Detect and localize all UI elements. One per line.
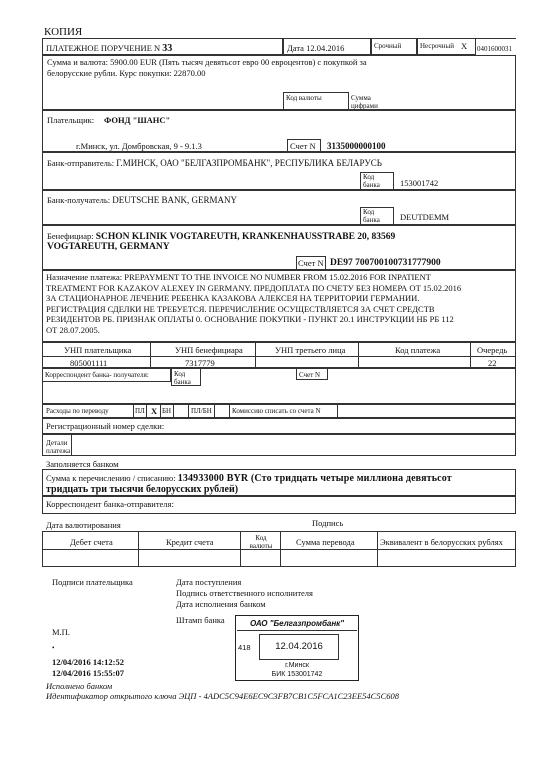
payer-account-label: Счет N — [290, 141, 316, 151]
corr-account-label: Счет N — [299, 371, 321, 379]
expenses-opt1: ПЛ — [135, 407, 145, 415]
sender-bank-label: Банк-отправитель: Г.МИНСК, ОАО "БЕЛГАЗПРОМБАНК", РЕСПУБЛИКА БЕЛАРУСЬ — [47, 158, 382, 168]
bank-amount-line2: тридцать три тысячи белорусских рублей) — [46, 484, 239, 495]
receiver-bank-label: Банк-получатель: DEUTSCHE BANK, GERMANY — [47, 195, 238, 205]
payer-unp: 805001111 — [70, 358, 108, 368]
beneficiary-line2: VOGTAREUTH, GERMANY — [47, 242, 170, 252]
bank-amount-line1: Сумма к перечислению / списанию: 134933000 BYR (Сто тридцать четыре миллиона девятьсот — [46, 473, 452, 484]
stamp-bank-name: ОАО "Белгазпромбанк" — [249, 619, 345, 628]
sender-bank-code-label: Код банка — [363, 173, 380, 189]
payer-signatures-label: Подписи плательщика — [52, 577, 133, 587]
mp-label: М.П. — [52, 627, 70, 637]
queue-value: 22 — [488, 358, 497, 368]
payer-unp-label: УНП плательщика — [64, 345, 132, 355]
dot-mark: • — [52, 644, 55, 652]
stamp-city: г.Минск — [285, 662, 309, 669]
sender-corr-label: Корреспондент банка-отправителя: — [46, 499, 174, 509]
executor-signature-label: Подпись ответственного исполнителя — [176, 588, 313, 598]
executed-by-bank: Исполнено банком — [46, 681, 113, 691]
currency-code-label: Код валюты — [286, 94, 322, 102]
form-code: 0401600031 — [477, 45, 512, 53]
details-label: Детали платежа — [46, 439, 71, 455]
col-amount: Сумма перевода — [296, 537, 355, 547]
stamp-label: Штамп банка — [176, 615, 225, 625]
copy-label: КОПИЯ — [44, 26, 83, 38]
payer-address: г.Минск, ул. Домбровская, 9 - 9.1.3 — [76, 141, 202, 151]
urgent-label: Срочный — [374, 42, 402, 50]
value-date-label: Дата валютирования — [46, 520, 121, 530]
doc-title: ПЛАТЕЖНОЕ ПОРУЧЕНИЕ N 33 — [46, 43, 173, 54]
amount-line1: Сумма и валюта: 5900.00 EUR (Пять тысяч девятьсот евро 00 евроцентов) с покупкой за — [47, 57, 367, 67]
signature-label: Подпись — [312, 518, 344, 528]
date-field: Дата 12.04.2016 — [287, 43, 345, 53]
payer-name: ФОНД "ШАНС" — [104, 115, 171, 125]
benef-unp-label: УНП бенефициара — [175, 345, 243, 355]
payer-account: 3135000000100 — [327, 141, 386, 151]
stamp-date: 12.04.2016 — [275, 641, 323, 652]
deal-reg-label: Регистрационный номер сделки: — [46, 421, 165, 431]
payer-label: Плательщик: — [47, 115, 95, 125]
stamp-bic: БИК 153001742 — [271, 671, 323, 678]
receiver-bank-code: DEUTDEMM — [400, 212, 450, 222]
nonurgent-label: Несрочный — [420, 42, 454, 50]
executed-date-label: Дата исполнения банком — [176, 599, 266, 609]
amount-line2: белорусские рубли. Курс покупки: 22870.00 — [47, 68, 206, 78]
benef-unp: 7317779 — [185, 358, 215, 368]
sum-digits-label: Сумма цифрами — [351, 94, 378, 110]
col-currency-code: Код валюты — [249, 534, 273, 550]
expenses-label: Расходы по переводу — [46, 407, 109, 415]
timestamp-1: 12/04/2016 14:12:52 — [52, 657, 125, 667]
sender-bank-code: 153001742 — [400, 178, 439, 188]
payment-code-label: Код платежа — [395, 345, 441, 355]
corr-code-label: Код банка — [174, 370, 191, 386]
col-equivalent: Эквивалент в белорусских рублях — [380, 537, 503, 547]
details-box — [42, 434, 516, 456]
beneficiary-account-label: Счет N — [298, 258, 324, 268]
timestamp-2: 12/04/2016 15:55:07 — [52, 668, 125, 678]
expenses-opt3: ПЛ/БН — [191, 407, 212, 415]
correspondent-label: Корреспондент банка- получателя: — [45, 371, 149, 379]
purpose-text: Назначение платежа: PREPAYMENT TO THE INVOICE NO NUMBER FROM 15.02.2016 FOR INPATIENT TREATMENT FOR KAZAKOV ALEXEY IN GERMANY. ПРЕДОПЛАТА ПО СЧЕТУ БЕЗ НОМЕРА ОТ 15.02.2016 ЗА СТАЦИОНАРНОЕ ЛЕЧЕНИЕ РЕБЕНКА КАЗАКОВА АЛЕКСЕЯ НА ТЕРРИТОРИИ ГЕРМАНИИ. РЕГИСТРАЦИЯ СДЕЛКИ НЕ ТРЕБУЕТСЯ. ПЕРЕЧИСЛЕНИЕ ОСУЩЕСТВЛЯЕТСЯ ЗА СЧЕТ СРЕДСТВ РЕЗИДЕНТОВ РБ. ПРИЗНАК ОПЛАТЫ 0. ОСНОВАНИЕ ПОКУПКИ - ПУНКТ 20.1 ИНСТРУКЦИИ НБ РБ 112 ОТ 28.07.2005. — [46, 272, 462, 335]
commission-label: Комиссию списать со счета N — [232, 407, 321, 415]
col-credit: Кредит счета — [166, 537, 214, 547]
receiver-bank-code-label: Код банка — [363, 208, 380, 224]
third-unp-label: УНП третьего лица — [275, 345, 346, 355]
queue-label: Очередь — [477, 345, 508, 355]
expenses-opt2: БН — [162, 407, 172, 415]
beneficiary-label: Бенефициар: SCHON KLINIK VOGTAREUTH, KRANKENHAUSSTRABE 20, 83569 — [47, 231, 396, 242]
nonurgent-mark: X — [461, 41, 468, 51]
col-debit: Дебет счета — [70, 537, 113, 547]
received-date-label: Дата поступления — [176, 577, 242, 587]
expenses-opt1-mark: X — [151, 406, 158, 416]
key-identifier: Идентификатор открытого ключа ЭЦП - 4ADC5C94E6EC9C3FB7CB1C5FCA1C23EE54C5C608 — [46, 691, 400, 701]
beneficiary-account: DE97 700700100731777900 — [330, 258, 441, 268]
stamp-code: 418 — [238, 643, 251, 652]
filled-by-bank-label: Заполняется банком — [46, 459, 119, 469]
